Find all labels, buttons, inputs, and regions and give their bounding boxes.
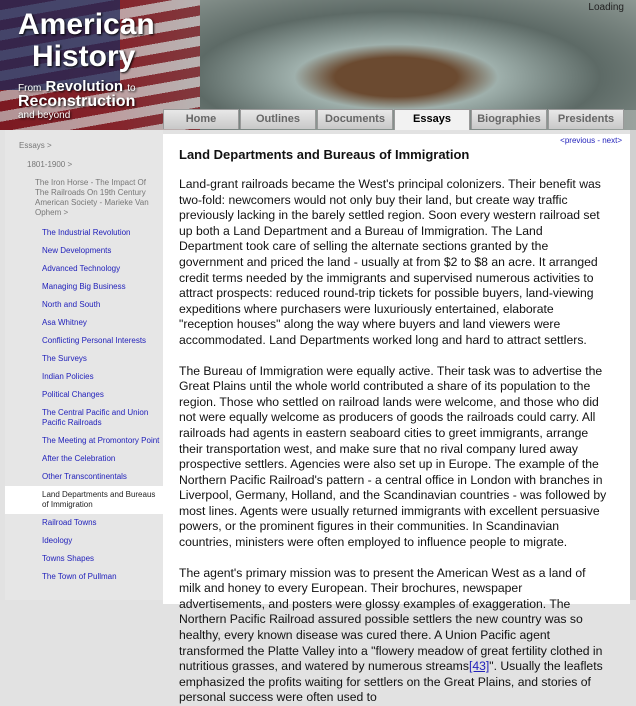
tab-biographies[interactable]: Biographies (471, 109, 547, 129)
main-nav (163, 109, 625, 130)
sidebar-item-after-celebration[interactable]: After the Celebration (42, 454, 116, 463)
breadcrumb-essays[interactable]: Essays > (19, 141, 52, 150)
sidebar-item-political-changes[interactable]: Political Changes (42, 390, 104, 399)
tab-documents[interactable]: Documents (317, 109, 393, 129)
page-right-edge (630, 130, 636, 600)
breadcrumb-1801-1900[interactable]: 1801-1900 > (27, 160, 73, 169)
sidebar-item-indian-policies[interactable]: Indian Policies (42, 372, 94, 381)
logo-beyond: and beyond (18, 110, 71, 121)
tab-home[interactable]: Home (163, 109, 239, 129)
sidebar-item-town-of-pullman[interactable]: The Town of Pullman (42, 572, 117, 581)
sidebar-item-land-departments[interactable]: Land Departments and Bureaus of Immigration (5, 486, 163, 514)
sidebar-item-managing-big-business[interactable]: Managing Big Business (42, 282, 126, 291)
sidebar-item-ideology[interactable]: Ideology (42, 536, 73, 545)
loading-indicator: Loading (588, 2, 624, 13)
sidebar-item-railroad-towns[interactable]: Railroad Towns (42, 518, 97, 527)
logo-american: American (18, 8, 155, 41)
sidebar-item-other-transcontinentals[interactable]: Other Transcontinentals (42, 472, 127, 481)
paragraph-1: Land-grant railroads became the West's principal colonizers. Their benefit was two-fold: newcomers would not only buy their land, but create way traffic previously lacking in the barely settled region. Soon every western railroad set up both a Land Department and a Bureau of Immigration. The Land Department took care of selling the alternate sections granted by the government and priced the land - usually at from $2 to $8 an acre. It arranged credit terms needed by the immigrants and supervised numerous activities to attract prospects: reduced round-trip tickets for possible buyers, land-viewing expeditions where purchasers were luxuriously entertained, elaborate "reception houses" along the way where buyers and land viewers were accommodated. Land Departments worked long and hard to attract settlers. (179, 177, 601, 347)
footnote-link-43[interactable]: [43] (468, 659, 490, 674)
sidebar-item-new-developments[interactable]: New Developments (42, 246, 112, 255)
logo-revolution: Revolution (45, 78, 124, 95)
sidebar-item-industrial-revolution[interactable]: The Industrial Revolution (42, 228, 131, 237)
paragraph-2: The Bureau of Immigration were equally active. Their task was to advertise the Great Plains until the whole world contributed a share of its population to the region. Those who settled on railroad lands were welcome, and those who did not were equally welcome as producers of goods the railroads could carry. All railroads had agents in eastern seaboard cities to greet immigrants, arrange their transportation west, and make sure that no rival company lured away prospective settlers. Agencies were also set up in Europe. The example of the Northern Pacific Railroad's pattern - a central office in London with branches in Liverpool, Germany, Holland, and the Scandinavian countries - was followed by most lines. Agents were usually returned immigrants with excellent persuasive powers, or the prominent figures in their communities. In Scandinavian countries, ministers were often employed to influence people to migrate. (179, 363, 607, 550)
next-link[interactable]: next> (602, 136, 622, 145)
sidebar-item-conflicting-interests[interactable]: Conflicting Personal Interests (42, 336, 147, 345)
previous-link[interactable]: <previous (560, 136, 596, 145)
paragraph-3-text-b: ". Usually the leaflets emphasized the profits waiting for settlers on the Great Plains, and stories of personal success were often used to (179, 659, 603, 705)
logo-from: From (18, 83, 42, 94)
tab-essays[interactable]: Essays (394, 109, 470, 130)
sidebar-item-promontory-point[interactable]: The Meeting at Promontory Point (42, 436, 160, 445)
logo-to: to (127, 83, 136, 94)
sidebar-item-central-pacific[interactable]: The Central Pacific and Union Pacific Railroads (42, 408, 149, 427)
tab-presidents[interactable]: Presidents (548, 109, 624, 129)
page-title: Land Departments and Bureaus of Immigration (179, 147, 470, 162)
logo-history: History (32, 40, 136, 73)
pager (560, 136, 622, 145)
logo-reconstruction: Reconstruction (18, 93, 136, 110)
sidebar (5, 130, 163, 600)
sidebar-item-asa-whitney[interactable]: Asa Whitney (42, 318, 87, 327)
tab-outlines[interactable]: Outlines (240, 109, 316, 129)
paragraph-3 (179, 566, 609, 706)
breadcrumb-iron-horse[interactable]: The Iron Horse - The Impact Of The Railroads On 19th Century American Society - Marieke Van Ophem > (35, 178, 149, 217)
paragraph-3-text-a: The agent's primary mission was to present the American West as a land of milk and honey to every European. Their brochures, newspaper advertisements, and posters were glossy examples of exaggeration. The Northern Pacific Railroad assured possible settlers the new country was so healthy, every known disease was cured there. A Union Pacific agent transformed the Platte Valley into a "flowery meadow of great fertility clothed in nutritious grasses, and watered by numerous streams (179, 565, 603, 674)
sidebar-item-towns-shapes[interactable]: Towns Shapes (42, 554, 95, 563)
sidebar-item-surveys[interactable]: The Surveys (42, 354, 87, 363)
sidebar-item-north-and-south[interactable]: North and South (42, 300, 101, 309)
sidebar-item-advanced-technology[interactable]: Advanced Technology (42, 264, 121, 273)
header-photo (200, 0, 636, 110)
article-content (163, 134, 630, 705)
pager-separator: - (595, 136, 603, 145)
sidebar-nav-list (5, 224, 163, 586)
